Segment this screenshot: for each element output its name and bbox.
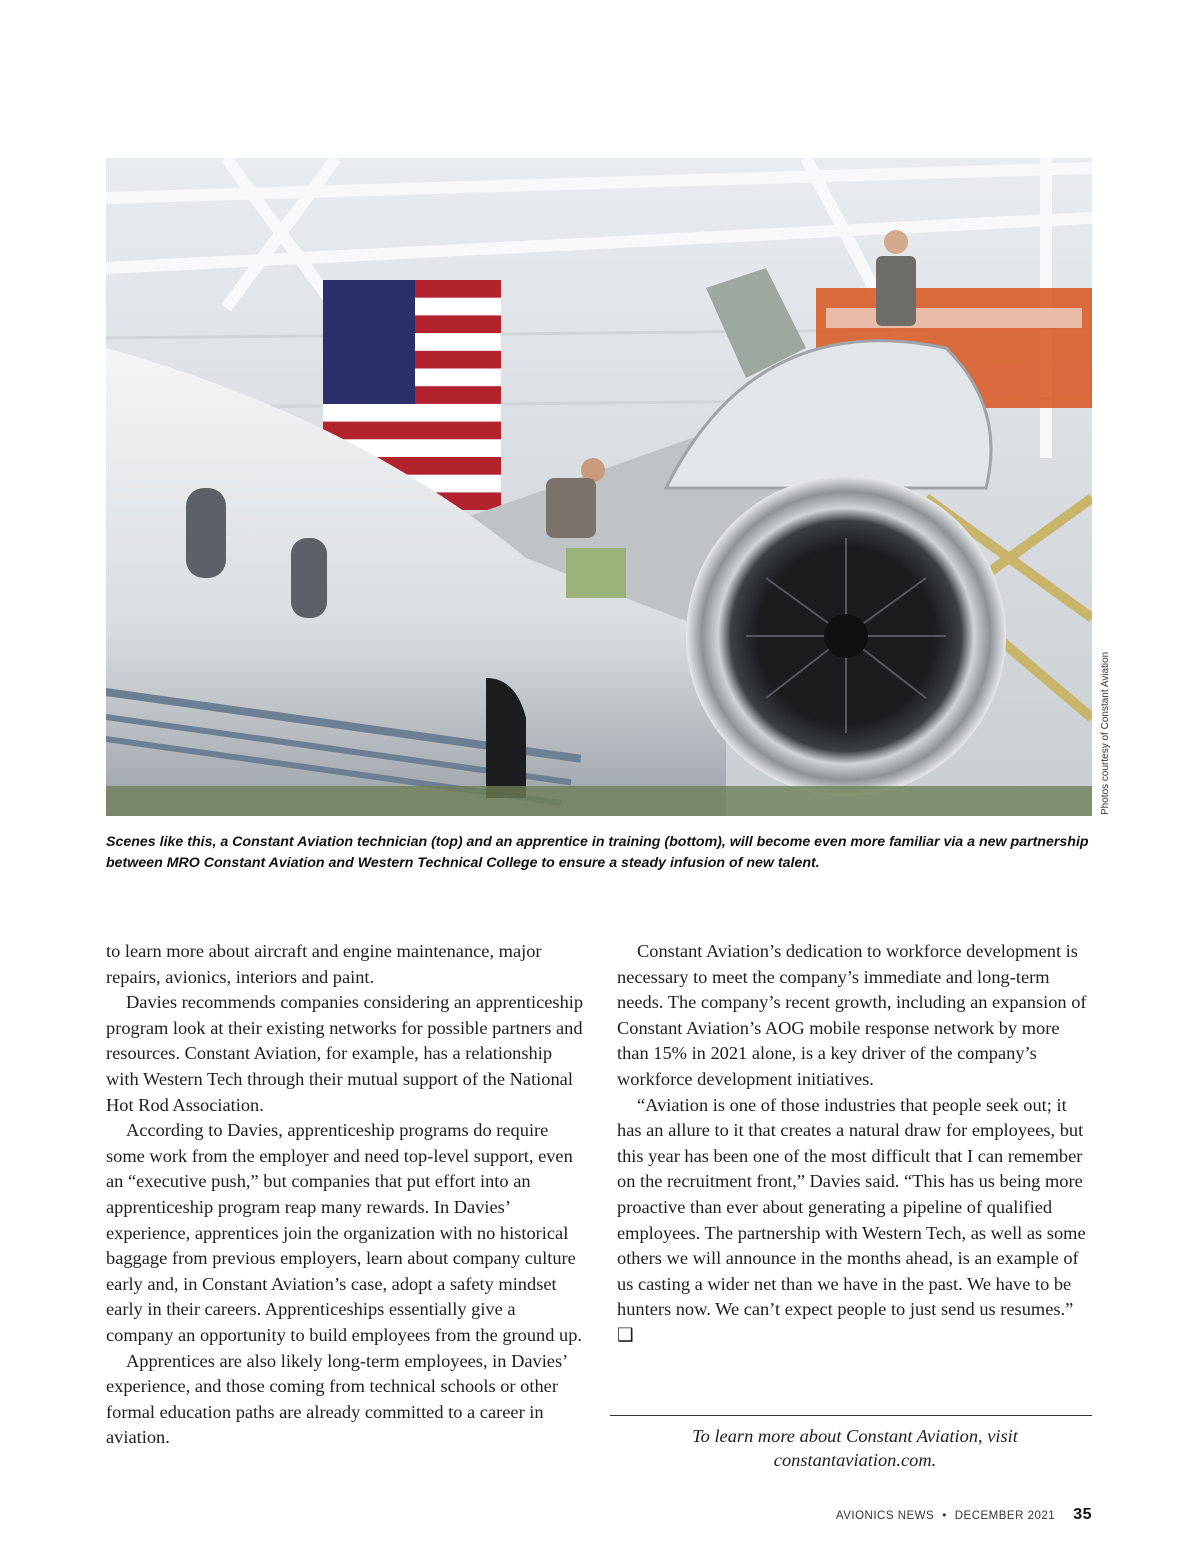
- page-number: 35: [1073, 1506, 1092, 1523]
- footer-bullet: •: [942, 1510, 947, 1522]
- issue-date: DECEMBER 2021: [954, 1510, 1056, 1522]
- paragraph: Davies recommends companies considering an apprenticeship program look at their existing networks for possible partners and resources. Constant Aviation, for example, has a relationship with Western Tech through their mutual support of the National Hot Rod Association.: [106, 992, 584, 1115]
- paragraph: According to Davies, apprenticeship programs do require some work from the employer and need top-level support, even an “executive push,” but companies that put effort into an apprenticeship program reap many rewards. In Davies’ experience, apprentices join the organization with no historical baggage from previous employers, learn about company culture early and, in Constant Aviation’s case, adopt a safety mindset early in their careers. Apprenticeships essentially give a company an opportunity to build employees from the ground up.: [106, 1120, 583, 1345]
- paragraph: to learn more about aircraft and engine maintenance, major repairs, avionics, interiors and paint.: [106, 941, 542, 987]
- publication-name: AVIONICS NEWS: [835, 1510, 935, 1522]
- page-footer: [836, 1506, 1092, 1524]
- hangar-photo: [106, 158, 1092, 816]
- paragraph: Constant Aviation’s dedication to workforce development is necessary to meet the company’s immediate and long-term needs. The company’s recent growth, including an expansion of Constant Aviation’s AOG mobile response network by more than 15% in 2021 alone, is a key driver of the company’s workforce development initiatives.: [617, 941, 1087, 1089]
- article-left-column: [106, 939, 586, 1451]
- paragraph: “Aviation is one of those industries that people seek out; it has an allure to it that creates a natural draw for employees, but this year has been one of the most difficult that I can remember on the recruitment front,” Davies said. “This has us being more proactive than ever about generating a pipeline of qualified employees. The partnership with Western Tech, as well as some others we will announce in the months ahead, is an example of us casting a wider net than we have in the past. We have to be hunters now. We can’t expect people to just send us resumes.” ❑: [617, 1094, 1086, 1345]
- sidebar-divider: [610, 1415, 1092, 1416]
- photo-credit: Photos courtesy of Constant Aviation: [1100, 651, 1111, 815]
- more-info-note: To learn more about Constant Aviation, visit constantaviation.com.: [692, 1426, 1018, 1470]
- article-right-column: [617, 939, 1093, 1349]
- photo-caption: Scenes like this, a Constant Aviation technician (top) and an apprentice in training (bottom), will become even more familiar via a new partnership between MRO Constant Aviation and Western Technical College to ensure a steady infusion of new talent.: [106, 834, 1089, 871]
- paragraph: Apprentices are also likely long-term employees, in Davies’ experience, and those coming from technical schools or other formal education paths are already committed to a career in aviation.: [106, 1350, 567, 1448]
